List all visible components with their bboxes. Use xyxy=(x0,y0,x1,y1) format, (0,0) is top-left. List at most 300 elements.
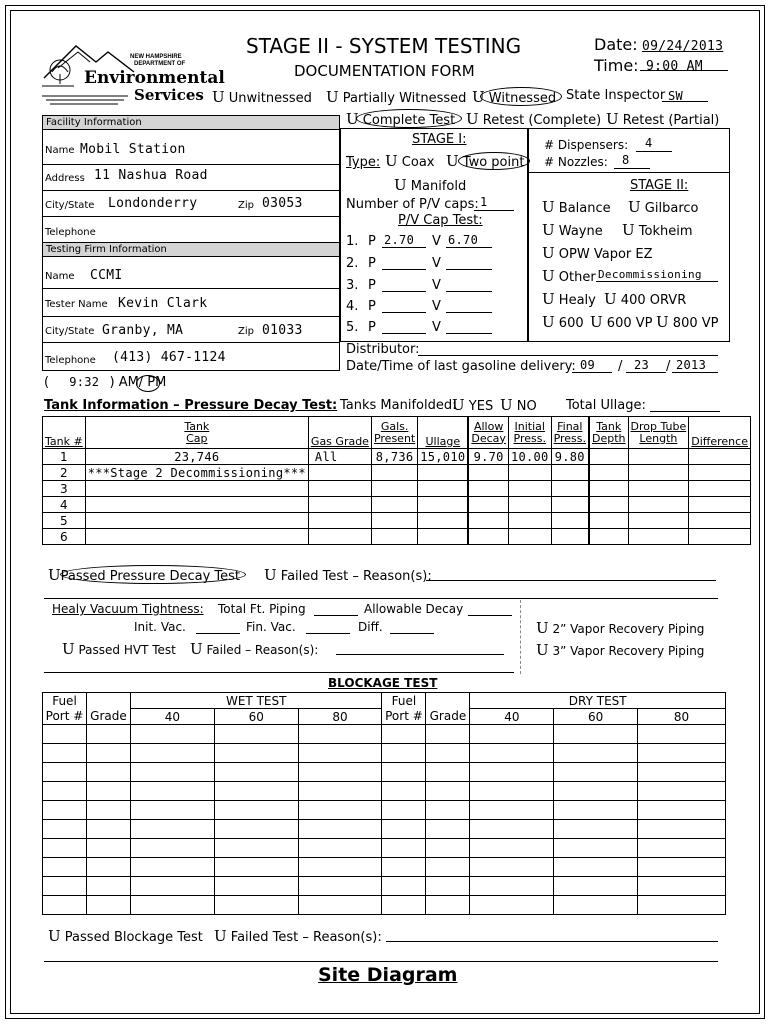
pv-p-label: P xyxy=(368,299,376,314)
checkbox-orvr[interactable]: U xyxy=(604,290,617,308)
pv-v-underline xyxy=(446,312,492,313)
tank-number-cell[interactable]: 3 xyxy=(43,481,86,497)
blockage-cell[interactable] xyxy=(470,744,554,763)
blockage-reason-line-2 xyxy=(44,961,718,962)
blockage-cell[interactable] xyxy=(470,725,554,744)
blockage-cell[interactable] xyxy=(86,839,130,858)
blockage-cell[interactable] xyxy=(214,896,298,915)
blockage-cell[interactable] xyxy=(130,896,214,915)
tank-cell[interactable] xyxy=(628,529,689,545)
dispensers-label: # Dispensers: xyxy=(544,138,629,152)
blockage-cell[interactable] xyxy=(554,763,638,782)
pv-row-num: 2. xyxy=(346,256,359,271)
blockage-cell[interactable] xyxy=(86,820,130,839)
checkbox-600[interactable]: U xyxy=(542,313,555,331)
blockage-cell[interactable] xyxy=(43,782,87,801)
blockage-cell[interactable] xyxy=(298,877,382,896)
bh-port-left xyxy=(43,709,87,725)
tank-cell[interactable] xyxy=(628,513,689,529)
blockage-reason-underline xyxy=(386,941,718,942)
tank-cell[interactable] xyxy=(689,481,751,497)
checkbox-unwitnessed[interactable]: U xyxy=(212,88,225,106)
blockage-cell[interactable] xyxy=(554,725,638,744)
blockage-cell[interactable] xyxy=(43,839,87,858)
checkbox-blockage-failed[interactable]: U xyxy=(214,927,227,945)
blockage-cell[interactable] xyxy=(426,801,470,820)
opw-label: OPW Vapor EZ xyxy=(558,247,653,262)
blockage-cell[interactable] xyxy=(214,725,298,744)
m800vp-row xyxy=(656,313,718,331)
tank-cell[interactable] xyxy=(468,513,508,529)
coax-row xyxy=(385,152,435,170)
blockage-cell[interactable] xyxy=(382,896,426,915)
other-row xyxy=(542,267,596,285)
pv-v-label: V xyxy=(432,234,441,249)
blockage-cell[interactable] xyxy=(86,725,130,744)
checkbox-manifolded-no[interactable]: U xyxy=(500,396,513,414)
th-allow xyxy=(468,417,508,449)
tank-table-body xyxy=(43,417,751,545)
delivery-month-underline xyxy=(572,372,612,373)
inspector-value: SW xyxy=(668,89,684,103)
tank-cell[interactable] xyxy=(589,481,628,497)
healy-diff-label: Diff. xyxy=(358,620,383,634)
bh-grade-left xyxy=(86,709,130,725)
tank-cell[interactable] xyxy=(508,481,551,497)
blockage-cell[interactable] xyxy=(43,858,87,877)
th-initial-2: Press. xyxy=(513,431,546,445)
facility-section-header xyxy=(42,115,340,130)
tank-cell[interactable] xyxy=(689,497,751,513)
delivery-time-value: 9:32 xyxy=(69,375,100,389)
tank-cell[interactable] xyxy=(508,513,551,529)
tank-cell[interactable] xyxy=(418,529,469,545)
pv-caps-label: Number of P/V caps: xyxy=(346,197,479,212)
blockage-cell[interactable] xyxy=(638,858,726,877)
blockage-row xyxy=(43,839,726,858)
blockage-cell[interactable] xyxy=(130,744,214,763)
time-label: Time: xyxy=(594,56,639,75)
checkbox-partially-witnessed[interactable]: U xyxy=(326,88,339,106)
blockage-cell[interactable] xyxy=(43,877,87,896)
logo-line-3: Environmental xyxy=(84,68,225,88)
tank-row xyxy=(43,449,751,465)
tank-cell[interactable]: 8,736 xyxy=(371,449,417,465)
tank-cell[interactable]: 10.00 xyxy=(508,449,551,465)
blockage-cell[interactable] xyxy=(426,820,470,839)
tank-cell[interactable] xyxy=(85,497,308,513)
retest-partial-row xyxy=(606,110,719,128)
checkbox-retest-partial[interactable]: U xyxy=(606,110,619,128)
tank-number-cell[interactable]: 2 xyxy=(43,465,86,481)
tank-cell[interactable] xyxy=(628,465,689,481)
blockage-cell[interactable] xyxy=(638,763,726,782)
tank-cell[interactable] xyxy=(308,529,371,545)
tank-note-cell[interactable]: ***Stage 2 Decommissioning*** xyxy=(85,465,308,481)
tank-cell[interactable] xyxy=(371,481,417,497)
tank-cell[interactable] xyxy=(508,529,551,545)
piping2-row xyxy=(536,619,704,637)
blockage-cell[interactable] xyxy=(214,839,298,858)
tank-cell[interactable] xyxy=(689,529,751,545)
blockage-cell[interactable] xyxy=(382,744,426,763)
delivery-day-underline xyxy=(626,372,666,373)
th-diff xyxy=(689,417,751,449)
checkbox-600vp[interactable]: U xyxy=(590,313,603,331)
healy-piping-label: Total Ft. Piping xyxy=(218,602,306,616)
blockage-cell[interactable] xyxy=(470,877,554,896)
facility-name-rule xyxy=(42,164,340,165)
tank-cell[interactable] xyxy=(689,465,751,481)
bh-grade-left-text: Grade xyxy=(90,709,127,724)
testing-firm-section-label: Testing Firm Information xyxy=(46,244,167,255)
checkbox-opw[interactable]: U xyxy=(542,244,555,262)
m600vp-row xyxy=(590,313,652,331)
th-ullage xyxy=(418,417,469,449)
delivery-year: 2013 xyxy=(676,358,707,372)
blockage-cell[interactable] xyxy=(382,801,426,820)
checkbox-retest-complete[interactable]: U xyxy=(466,110,479,128)
tank-number-cell[interactable]: 1 xyxy=(43,449,86,465)
blockage-cell[interactable] xyxy=(470,763,554,782)
blockage-cell[interactable] xyxy=(214,763,298,782)
blockage-cell[interactable] xyxy=(86,801,130,820)
blockage-cell[interactable] xyxy=(130,858,214,877)
am-label[interactable]: AM xyxy=(118,375,139,390)
checkbox-balance[interactable]: U xyxy=(542,198,555,216)
blockage-cell[interactable] xyxy=(426,763,470,782)
blockage-cell[interactable] xyxy=(86,782,130,801)
tank-cell[interactable] xyxy=(418,481,469,497)
unwitnessed-label: Unwitnessed xyxy=(228,91,312,106)
checkbox-manifolded-yes[interactable]: U xyxy=(452,396,465,414)
failed-pressure-underline xyxy=(426,580,716,581)
blockage-cell[interactable] xyxy=(298,896,382,915)
checkbox-blockage-passed[interactable]: U xyxy=(48,927,61,945)
blockage-cell[interactable] xyxy=(638,839,726,858)
checkbox-complete-test[interactable]: U xyxy=(346,110,359,128)
tank-cell[interactable]: 9.70 xyxy=(468,449,508,465)
blockage-cell[interactable] xyxy=(130,782,214,801)
blockage-cell[interactable] xyxy=(43,744,87,763)
tank-cell[interactable] xyxy=(468,529,508,545)
checkbox-hvt-passed[interactable]: U xyxy=(62,640,75,658)
bh-wet-40 xyxy=(130,709,214,725)
blockage-row xyxy=(43,744,726,763)
tank-row xyxy=(43,481,751,497)
blockage-cell[interactable] xyxy=(43,725,87,744)
blockage-cell[interactable] xyxy=(382,839,426,858)
pv-p-value: 2.70 xyxy=(384,233,415,247)
hvt-reason-line-2 xyxy=(44,672,514,673)
tester-name-label: Tester Name xyxy=(45,299,108,310)
facility-section-label: Facility Information xyxy=(46,117,142,128)
tank-cell[interactable] xyxy=(371,513,417,529)
checkbox-witnessed[interactable]: U xyxy=(472,88,485,106)
tank-cell[interactable] xyxy=(551,465,589,481)
checkbox-coax[interactable]: U xyxy=(385,152,398,170)
bh-port-left-text: Port # xyxy=(45,709,84,724)
checkbox-hvt-failed[interactable]: U xyxy=(190,640,203,658)
tank-cell[interactable]: 9.80 xyxy=(551,449,589,465)
logo-line-2: DEPARTMENT OF xyxy=(134,61,186,67)
hvt-failed-row xyxy=(190,640,318,658)
blockage-cell[interactable] xyxy=(554,839,638,858)
pv-cap-test-title: P/V Cap Test: xyxy=(398,213,483,228)
tank-cell[interactable] xyxy=(308,513,371,529)
blockage-cell[interactable] xyxy=(382,858,426,877)
blockage-cell[interactable] xyxy=(426,858,470,877)
m600-row xyxy=(542,313,584,331)
tank-cell[interactable] xyxy=(551,529,589,545)
tank-cell[interactable] xyxy=(308,481,371,497)
tank-cell[interactable] xyxy=(589,465,628,481)
blockage-cell[interactable] xyxy=(426,877,470,896)
blockage-cell[interactable] xyxy=(214,877,298,896)
hvt-passed-label: Passed HVT Test xyxy=(78,643,176,657)
th-diff-text: Difference xyxy=(691,435,748,448)
checkbox-manifold[interactable]: U xyxy=(394,176,407,194)
bh-port-right xyxy=(382,709,426,725)
blockage-cell[interactable] xyxy=(214,801,298,820)
pressure-reason-line-2 xyxy=(44,598,718,599)
blockage-cell[interactable] xyxy=(638,877,726,896)
checkbox-passed-pressure[interactable]: U xyxy=(48,566,61,584)
bh-dry-40-text: 40 xyxy=(504,709,520,724)
blockage-cell[interactable] xyxy=(130,820,214,839)
blockage-cell[interactable] xyxy=(43,820,87,839)
checkbox-healy[interactable]: U xyxy=(542,290,555,308)
th-grade-text: Gas Grade xyxy=(310,435,369,448)
healy-init-underline xyxy=(196,633,240,634)
facility-citystate-label: City/State xyxy=(45,200,95,211)
tank-cell[interactable]: All xyxy=(308,449,371,465)
blockage-cell[interactable] xyxy=(638,820,726,839)
blockage-row xyxy=(43,896,726,915)
blockage-cell[interactable] xyxy=(426,744,470,763)
checkbox-piping3[interactable]: U xyxy=(536,641,549,659)
blockage-cell[interactable] xyxy=(298,820,382,839)
tank-cell[interactable] xyxy=(628,481,689,497)
tank-cell[interactable] xyxy=(308,497,371,513)
firm-zip-label: Zip xyxy=(238,326,254,337)
delivery-month: 09 xyxy=(580,358,596,372)
tank-cell[interactable] xyxy=(85,513,308,529)
tester-name-value: Kevin Clark xyxy=(118,296,208,311)
blockage-cell[interactable] xyxy=(470,839,554,858)
tank-number-cell[interactable]: 5 xyxy=(43,513,86,529)
blockage-cell[interactable] xyxy=(130,839,214,858)
healy-diff-underline xyxy=(390,633,434,634)
tank-cell[interactable] xyxy=(418,513,469,529)
pv-v-underline xyxy=(446,333,492,334)
tank-number-cell[interactable]: 4 xyxy=(43,497,86,513)
blockage-cell[interactable] xyxy=(86,744,130,763)
tank-cell[interactable] xyxy=(468,465,508,481)
bh-wet-60-text: 60 xyxy=(248,709,264,724)
th-initial-1: Initial xyxy=(514,419,545,433)
th-depth-2: Depth xyxy=(592,431,626,445)
tank-cell[interactable] xyxy=(589,449,628,465)
th-final xyxy=(551,417,589,449)
blockage-cell[interactable] xyxy=(298,782,382,801)
pv-p-label: P xyxy=(368,256,376,271)
checkbox-wayne[interactable]: U xyxy=(542,221,555,239)
healy-piping-underline xyxy=(314,615,358,616)
tank-cell[interactable] xyxy=(589,529,628,545)
blockage-cell[interactable] xyxy=(470,820,554,839)
tank-cell[interactable] xyxy=(551,513,589,529)
blockage-cell[interactable] xyxy=(382,782,426,801)
blockage-cell[interactable] xyxy=(214,820,298,839)
tank-cell[interactable] xyxy=(589,497,628,513)
blockage-cell[interactable] xyxy=(554,801,638,820)
firm-telephone-value: (413) 467-1124 xyxy=(112,350,226,365)
pm-label[interactable]: / PM xyxy=(138,375,167,390)
checkbox-two-point[interactable]: U xyxy=(446,152,459,170)
pv-p-underline xyxy=(382,333,426,334)
gilbarco-label: Gilbarco xyxy=(644,201,699,216)
blockage-cell[interactable] xyxy=(470,858,554,877)
tank-cell[interactable] xyxy=(628,497,689,513)
tank-cell[interactable]: 15,010 xyxy=(418,449,469,465)
tank-cell[interactable]: 23,746 xyxy=(85,449,308,465)
blockage-cell[interactable] xyxy=(554,744,638,763)
blockage-row xyxy=(43,763,726,782)
blockage-cell[interactable] xyxy=(43,896,87,915)
facility-address-value: 11 Nashua Road xyxy=(94,168,208,183)
piping3-label: 3” Vapor Recovery Piping xyxy=(552,644,705,658)
blockage-cell[interactable] xyxy=(86,763,130,782)
bh-wet xyxy=(130,693,381,709)
blockage-cell[interactable] xyxy=(86,858,130,877)
balance-label: Balance xyxy=(558,201,611,216)
tanks-manifolded-label: Tanks Manifolded: xyxy=(340,398,457,413)
tank-number-cell[interactable]: 6 xyxy=(43,529,86,545)
checkbox-piping2[interactable]: U xyxy=(536,619,549,637)
blockage-cell[interactable] xyxy=(554,820,638,839)
bh-fuel-right xyxy=(382,693,426,709)
blockage-cell[interactable] xyxy=(382,725,426,744)
blockage-cell[interactable] xyxy=(470,801,554,820)
tank-cell[interactable] xyxy=(551,497,589,513)
tank-cell[interactable] xyxy=(308,465,371,481)
bh-dry-text: DRY TEST xyxy=(568,693,627,708)
tank-cell[interactable] xyxy=(689,449,751,465)
tank-cell[interactable] xyxy=(85,481,308,497)
blockage-cell[interactable] xyxy=(130,725,214,744)
facility-address-label: Address xyxy=(45,173,85,184)
blockage-cell[interactable] xyxy=(43,801,87,820)
tank-cell[interactable] xyxy=(418,465,469,481)
m600-label: 600 xyxy=(558,316,584,331)
blockage-cell[interactable] xyxy=(638,801,726,820)
tank-cell[interactable] xyxy=(418,497,469,513)
tank-cell[interactable] xyxy=(589,513,628,529)
blockage-cell[interactable] xyxy=(554,858,638,877)
blockage-cell[interactable] xyxy=(130,877,214,896)
blockage-cell[interactable] xyxy=(214,858,298,877)
blockage-cell[interactable] xyxy=(130,801,214,820)
blockage-cell[interactable] xyxy=(298,801,382,820)
blockage-cell[interactable] xyxy=(470,782,554,801)
blockage-cell[interactable] xyxy=(43,763,87,782)
bh-fuel-right-text: Fuel xyxy=(391,693,417,708)
blockage-cell[interactable] xyxy=(298,858,382,877)
blockage-cell[interactable] xyxy=(426,725,470,744)
blockage-cell[interactable] xyxy=(86,896,130,915)
blockage-cell[interactable] xyxy=(554,896,638,915)
checkbox-800vp[interactable]: U xyxy=(656,313,669,331)
tank-cell[interactable] xyxy=(468,497,508,513)
checkbox-gilbarco[interactable]: U xyxy=(628,198,641,216)
pv-caps-underline xyxy=(474,210,514,211)
blockage-cell[interactable] xyxy=(130,763,214,782)
checkbox-tokheim[interactable]: U xyxy=(622,221,635,239)
blockage-row xyxy=(43,858,726,877)
tank-cell[interactable] xyxy=(371,529,417,545)
tank-cell[interactable] xyxy=(551,481,589,497)
blockage-cell[interactable] xyxy=(382,763,426,782)
blockage-cell[interactable] xyxy=(86,877,130,896)
bh-wet-60 xyxy=(214,709,298,725)
blockage-table-body xyxy=(43,693,726,915)
checkbox-other[interactable]: U xyxy=(542,267,555,285)
blockage-cell[interactable] xyxy=(638,725,726,744)
blockage-cell[interactable] xyxy=(426,782,470,801)
checkbox-failed-pressure[interactable]: U xyxy=(264,566,277,584)
tank-cell[interactable] xyxy=(628,449,689,465)
blockage-cell[interactable] xyxy=(554,782,638,801)
tank-cell[interactable] xyxy=(508,465,551,481)
tank-cell[interactable] xyxy=(371,497,417,513)
tank-cell[interactable] xyxy=(371,465,417,481)
last-delivery-label: Date/Time of last gasoline delivery: xyxy=(346,359,576,374)
th-gals xyxy=(371,417,417,449)
blockage-row xyxy=(43,877,726,896)
delivery-slash-2: / xyxy=(666,359,671,374)
blockage-cell[interactable] xyxy=(298,725,382,744)
blockage-cell[interactable] xyxy=(638,744,726,763)
tank-cell[interactable] xyxy=(508,497,551,513)
tank-cell[interactable] xyxy=(85,529,308,545)
orvr-label: 400 ORVR xyxy=(620,293,687,308)
blockage-cell[interactable] xyxy=(638,896,726,915)
blockage-cell[interactable] xyxy=(382,877,426,896)
blockage-cell[interactable] xyxy=(214,744,298,763)
tank-cell[interactable] xyxy=(689,513,751,529)
tank-cell[interactable] xyxy=(468,481,508,497)
pv-p-underline xyxy=(382,312,426,313)
tank-row xyxy=(43,513,751,529)
blockage-cell[interactable] xyxy=(382,820,426,839)
retest-complete-row xyxy=(466,110,601,128)
blockage-cell[interactable] xyxy=(298,744,382,763)
bh-grade-right xyxy=(426,709,470,725)
firm-citystate-value: Granby, MA xyxy=(102,323,184,338)
th-initial xyxy=(508,417,551,449)
blockage-cell[interactable] xyxy=(298,839,382,858)
blockage-cell[interactable] xyxy=(214,782,298,801)
blockage-cell[interactable] xyxy=(638,782,726,801)
blockage-cell[interactable] xyxy=(554,877,638,896)
piping3-row xyxy=(536,641,704,659)
blockage-cell[interactable] xyxy=(426,896,470,915)
blockage-cell[interactable] xyxy=(426,839,470,858)
form-title: STAGE II - SYSTEM TESTING xyxy=(246,34,522,58)
blockage-cell[interactable] xyxy=(470,896,554,915)
blockage-cell[interactable] xyxy=(298,763,382,782)
